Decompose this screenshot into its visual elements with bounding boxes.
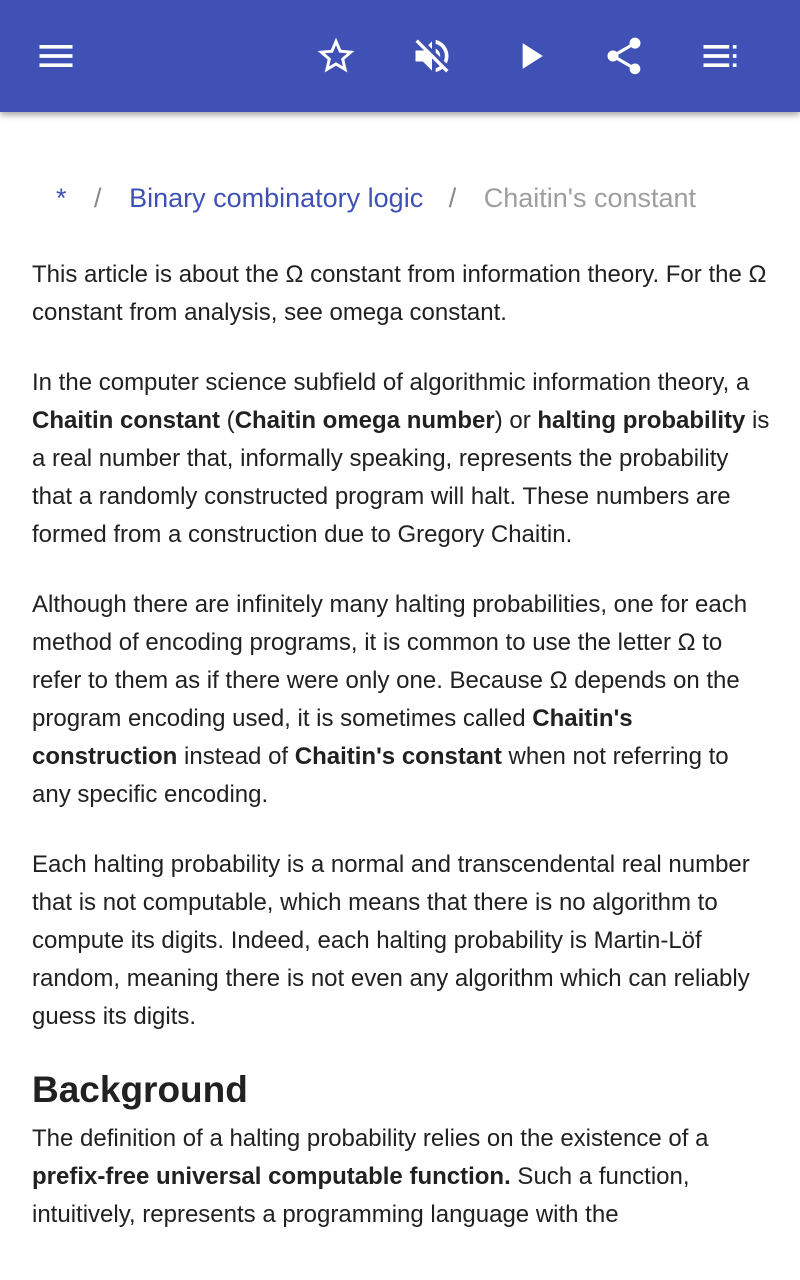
text: when not referring to any specific encoding. bbox=[32, 743, 729, 808]
paragraph-encoding bbox=[32, 586, 772, 814]
play-icon bbox=[508, 34, 552, 78]
play-button[interactable] bbox=[502, 28, 558, 84]
breadcrumb-current: Chaitin's constant bbox=[483, 183, 697, 213]
article-content bbox=[0, 112, 800, 1280]
breadcrumb-root-link[interactable]: * bbox=[56, 183, 67, 213]
breadcrumb-separator: / bbox=[94, 183, 102, 213]
bold-term: Chaitin omega number bbox=[234, 407, 495, 434]
article-body bbox=[32, 256, 772, 1266]
playlist-icon bbox=[698, 34, 742, 78]
section-heading-background: Background bbox=[32, 1069, 248, 1110]
text: The definition of a halting probability relies on the existence of a bbox=[32, 1125, 709, 1152]
text: Such a function, intuitively, represents a programming language with the bbox=[32, 1163, 690, 1228]
mute-button[interactable] bbox=[404, 28, 460, 84]
paragraph-intro bbox=[32, 364, 772, 554]
menu-icon bbox=[34, 34, 78, 78]
text: instead of bbox=[177, 743, 295, 770]
bold-term: Chaitin constant bbox=[32, 407, 221, 434]
bookmark-button[interactable] bbox=[308, 28, 364, 84]
contents-button[interactable] bbox=[692, 28, 748, 84]
breadcrumb-separator: / bbox=[448, 183, 457, 213]
hatnote: This article is about the Ω constant from information theory. For the Ω constant from analysis, see omega constant. bbox=[32, 261, 767, 326]
share-icon bbox=[602, 34, 646, 78]
text: In the computer science subfield of algorithmic information theory, a bbox=[32, 369, 750, 396]
volume-off-icon bbox=[410, 34, 454, 78]
share-button[interactable] bbox=[596, 28, 652, 84]
breadcrumb-parent-link[interactable]: Binary combinatory logic bbox=[129, 183, 424, 213]
bold-term: Chaitin's construction bbox=[32, 705, 633, 770]
breadcrumb bbox=[32, 178, 772, 218]
bold-term: halting probability bbox=[537, 407, 746, 434]
text: is a real number that, informally speaking, represents the probability that a randomly constructed program will halt. These numbers are formed from a construction due to Gregory Chaitin. bbox=[32, 407, 770, 548]
text: ( bbox=[220, 407, 235, 434]
app-toolbar bbox=[0, 0, 800, 112]
bold-term: prefix-free universal computable function. bbox=[32, 1163, 511, 1190]
bold-term: Chaitin's constant bbox=[294, 743, 502, 770]
star-outline-icon bbox=[314, 34, 358, 78]
paragraph-background bbox=[32, 1120, 772, 1234]
text: Although there are infinitely many halting probabilities, one for each method of encoding programs, it is common to use the letter Ω to refer to them as if there were only one. Because Ω depends on the program encoding used, it is sometimes called bbox=[32, 591, 748, 732]
paragraph-properties: Each halting probability is a normal and transcendental real number that is not computable, which means that there is no algorithm to compute its digits. Indeed, each halting probability is Martin-Löf random, meaning there is not even any algorithm which can reliably guess its digits. bbox=[32, 851, 750, 1030]
menu-button[interactable] bbox=[28, 28, 84, 84]
text: ) or bbox=[494, 407, 538, 434]
